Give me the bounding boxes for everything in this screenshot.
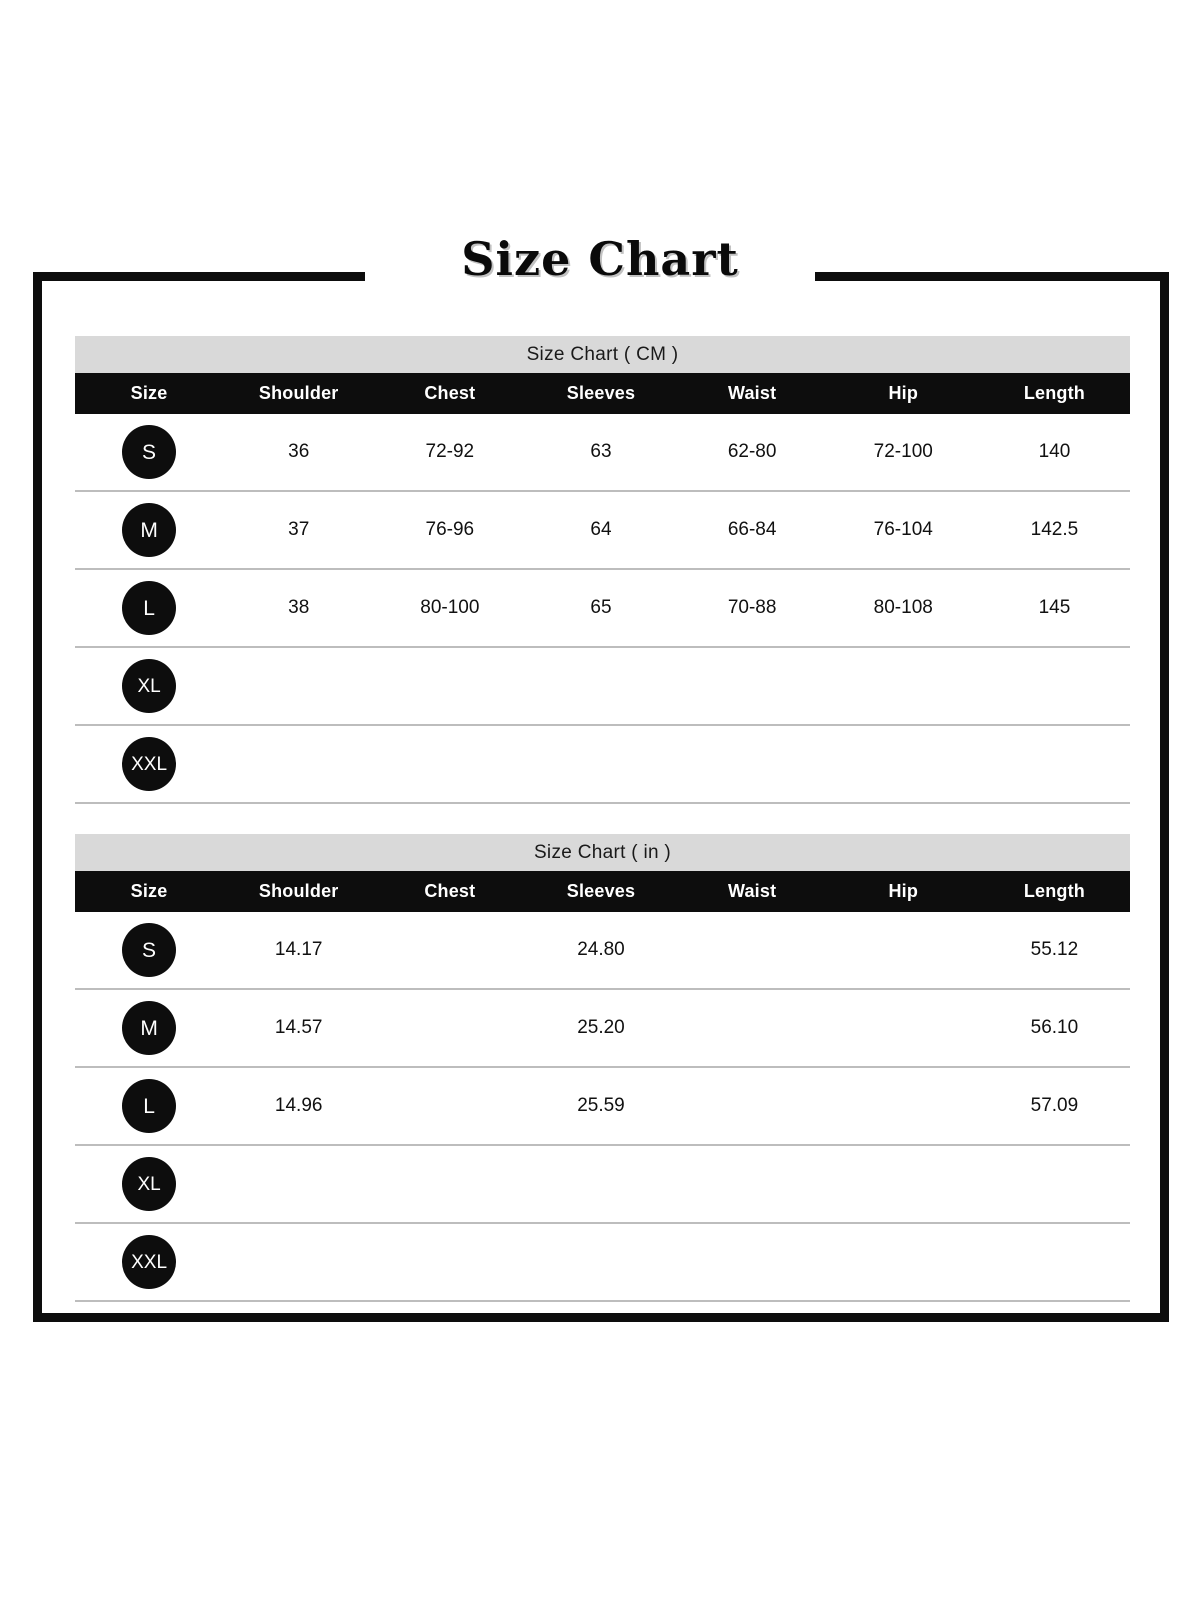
cm-col-hip: Hip bbox=[828, 373, 979, 414]
in-col-waist: Waist bbox=[677, 871, 828, 912]
cm-row-xl-length bbox=[979, 647, 1130, 725]
cm-row-xxl-chest bbox=[374, 725, 525, 803]
tables-spacer bbox=[75, 804, 1130, 834]
in-row-xxl-hip bbox=[828, 1223, 979, 1301]
cm-row-s-waist: 62-80 bbox=[677, 414, 828, 491]
in-row-xl-waist bbox=[677, 1145, 828, 1223]
in-row-xl-hip bbox=[828, 1145, 979, 1223]
in-row-xl-size bbox=[75, 1145, 223, 1223]
in-row-xl-sleeves bbox=[525, 1145, 676, 1223]
table-row bbox=[75, 1067, 1130, 1145]
cm-row-l-chest: 80-100 bbox=[374, 569, 525, 647]
cm-row-xxl-waist bbox=[677, 725, 828, 803]
in-row-xxl-sleeves bbox=[525, 1223, 676, 1301]
cm-header-row bbox=[75, 373, 1130, 414]
size-badge-xl: XL bbox=[122, 659, 176, 713]
size-badge-xl: XL bbox=[122, 1157, 176, 1211]
size-badge-s: S bbox=[122, 425, 176, 479]
in-row-l-shoulder: 14.96 bbox=[223, 1067, 374, 1145]
cm-row-m-waist: 66-84 bbox=[677, 491, 828, 569]
in-col-size: Size bbox=[75, 871, 223, 912]
cm-row-l-sleeves: 65 bbox=[525, 569, 676, 647]
cm-row-s-size bbox=[75, 414, 223, 491]
in-header-row bbox=[75, 871, 1130, 912]
in-row-s-hip bbox=[828, 912, 979, 989]
table-row bbox=[75, 1223, 1130, 1301]
in-row-xxl-shoulder bbox=[223, 1223, 374, 1301]
cm-row-m-hip: 76-104 bbox=[828, 491, 979, 569]
cm-row-m-length: 142.5 bbox=[979, 491, 1130, 569]
cm-col-size: Size bbox=[75, 373, 223, 414]
in-row-m-length: 56.10 bbox=[979, 989, 1130, 1067]
size-chart-in bbox=[75, 834, 1130, 1302]
in-row-l-sleeves: 25.59 bbox=[525, 1067, 676, 1145]
in-row-l-waist bbox=[677, 1067, 828, 1145]
in-table-caption: Size Chart ( in ) bbox=[75, 834, 1130, 871]
table-row bbox=[75, 491, 1130, 569]
cm-table-caption: Size Chart ( CM ) bbox=[75, 336, 1130, 373]
cm-row-xxl-size bbox=[75, 725, 223, 803]
in-row-xxl-size bbox=[75, 1223, 223, 1301]
cm-row-m-shoulder: 37 bbox=[223, 491, 374, 569]
table-row bbox=[75, 725, 1130, 803]
cm-row-l-size bbox=[75, 569, 223, 647]
table-row bbox=[75, 1145, 1130, 1223]
cm-row-l-length: 145 bbox=[979, 569, 1130, 647]
table-row bbox=[75, 414, 1130, 491]
table-row bbox=[75, 989, 1130, 1067]
in-row-m-sleeves: 25.20 bbox=[525, 989, 676, 1067]
cm-row-s-hip: 72-100 bbox=[828, 414, 979, 491]
in-col-length: Length bbox=[979, 871, 1130, 912]
in-col-chest: Chest bbox=[374, 871, 525, 912]
cm-size-table bbox=[75, 373, 1130, 804]
cm-row-xl-shoulder bbox=[223, 647, 374, 725]
in-row-s-shoulder: 14.17 bbox=[223, 912, 374, 989]
cm-row-xxl-length bbox=[979, 725, 1130, 803]
cm-row-xl-chest bbox=[374, 647, 525, 725]
in-col-hip: Hip bbox=[828, 871, 979, 912]
cm-row-l-hip: 80-108 bbox=[828, 569, 979, 647]
in-row-s-sleeves: 24.80 bbox=[525, 912, 676, 989]
size-badge-l: L bbox=[122, 1079, 176, 1133]
in-row-m-chest bbox=[374, 989, 525, 1067]
cm-row-s-chest: 72-92 bbox=[374, 414, 525, 491]
in-row-l-length: 57.09 bbox=[979, 1067, 1130, 1145]
in-row-l-hip bbox=[828, 1067, 979, 1145]
table-row bbox=[75, 647, 1130, 725]
size-badge-m: M bbox=[122, 1001, 176, 1055]
cm-col-chest: Chest bbox=[374, 373, 525, 414]
cm-row-xl-size bbox=[75, 647, 223, 725]
in-row-s-waist bbox=[677, 912, 828, 989]
in-row-l-size bbox=[75, 1067, 223, 1145]
tables-container bbox=[75, 336, 1130, 1302]
cm-row-s-sleeves: 63 bbox=[525, 414, 676, 491]
in-row-m-shoulder: 14.57 bbox=[223, 989, 374, 1067]
cm-row-m-sleeves: 64 bbox=[525, 491, 676, 569]
in-row-xxl-length bbox=[979, 1223, 1130, 1301]
size-badge-l: L bbox=[122, 581, 176, 635]
size-badge-m: M bbox=[122, 503, 176, 557]
cm-col-sleeves: Sleeves bbox=[525, 373, 676, 414]
table-row bbox=[75, 912, 1130, 989]
in-row-m-hip bbox=[828, 989, 979, 1067]
cm-row-xxl-shoulder bbox=[223, 725, 374, 803]
cm-col-length: Length bbox=[979, 373, 1130, 414]
in-row-s-length: 55.12 bbox=[979, 912, 1130, 989]
size-chart-cm bbox=[75, 336, 1130, 804]
cm-row-xl-sleeves bbox=[525, 647, 676, 725]
size-badge-xxl: XXL bbox=[122, 737, 176, 791]
cm-row-xxl-sleeves bbox=[525, 725, 676, 803]
in-row-l-chest bbox=[374, 1067, 525, 1145]
in-row-xl-chest bbox=[374, 1145, 525, 1223]
in-col-shoulder: Shoulder bbox=[223, 871, 374, 912]
cm-row-l-shoulder: 38 bbox=[223, 569, 374, 647]
in-row-m-waist bbox=[677, 989, 828, 1067]
in-row-xl-length bbox=[979, 1145, 1130, 1223]
in-row-m-size bbox=[75, 989, 223, 1067]
cm-row-s-length: 140 bbox=[979, 414, 1130, 491]
table-row bbox=[75, 569, 1130, 647]
in-row-xxl-waist bbox=[677, 1223, 828, 1301]
page-title: Size Chart bbox=[461, 232, 739, 286]
size-badge-s: S bbox=[122, 923, 176, 977]
cm-col-waist: Waist bbox=[677, 373, 828, 414]
in-row-s-size bbox=[75, 912, 223, 989]
cm-row-m-size bbox=[75, 491, 223, 569]
cm-row-xl-hip bbox=[828, 647, 979, 725]
size-badge-xxl: XXL bbox=[122, 1235, 176, 1289]
in-size-table bbox=[75, 871, 1130, 1302]
cm-row-s-shoulder: 36 bbox=[223, 414, 374, 491]
cm-row-xl-waist bbox=[677, 647, 828, 725]
cm-row-m-chest: 76-96 bbox=[374, 491, 525, 569]
in-row-s-chest bbox=[374, 912, 525, 989]
in-row-xxl-chest bbox=[374, 1223, 525, 1301]
cm-col-shoulder: Shoulder bbox=[223, 373, 374, 414]
in-row-xl-shoulder bbox=[223, 1145, 374, 1223]
in-col-sleeves: Sleeves bbox=[525, 871, 676, 912]
cm-row-l-waist: 70-88 bbox=[677, 569, 828, 647]
cm-row-xxl-hip bbox=[828, 725, 979, 803]
